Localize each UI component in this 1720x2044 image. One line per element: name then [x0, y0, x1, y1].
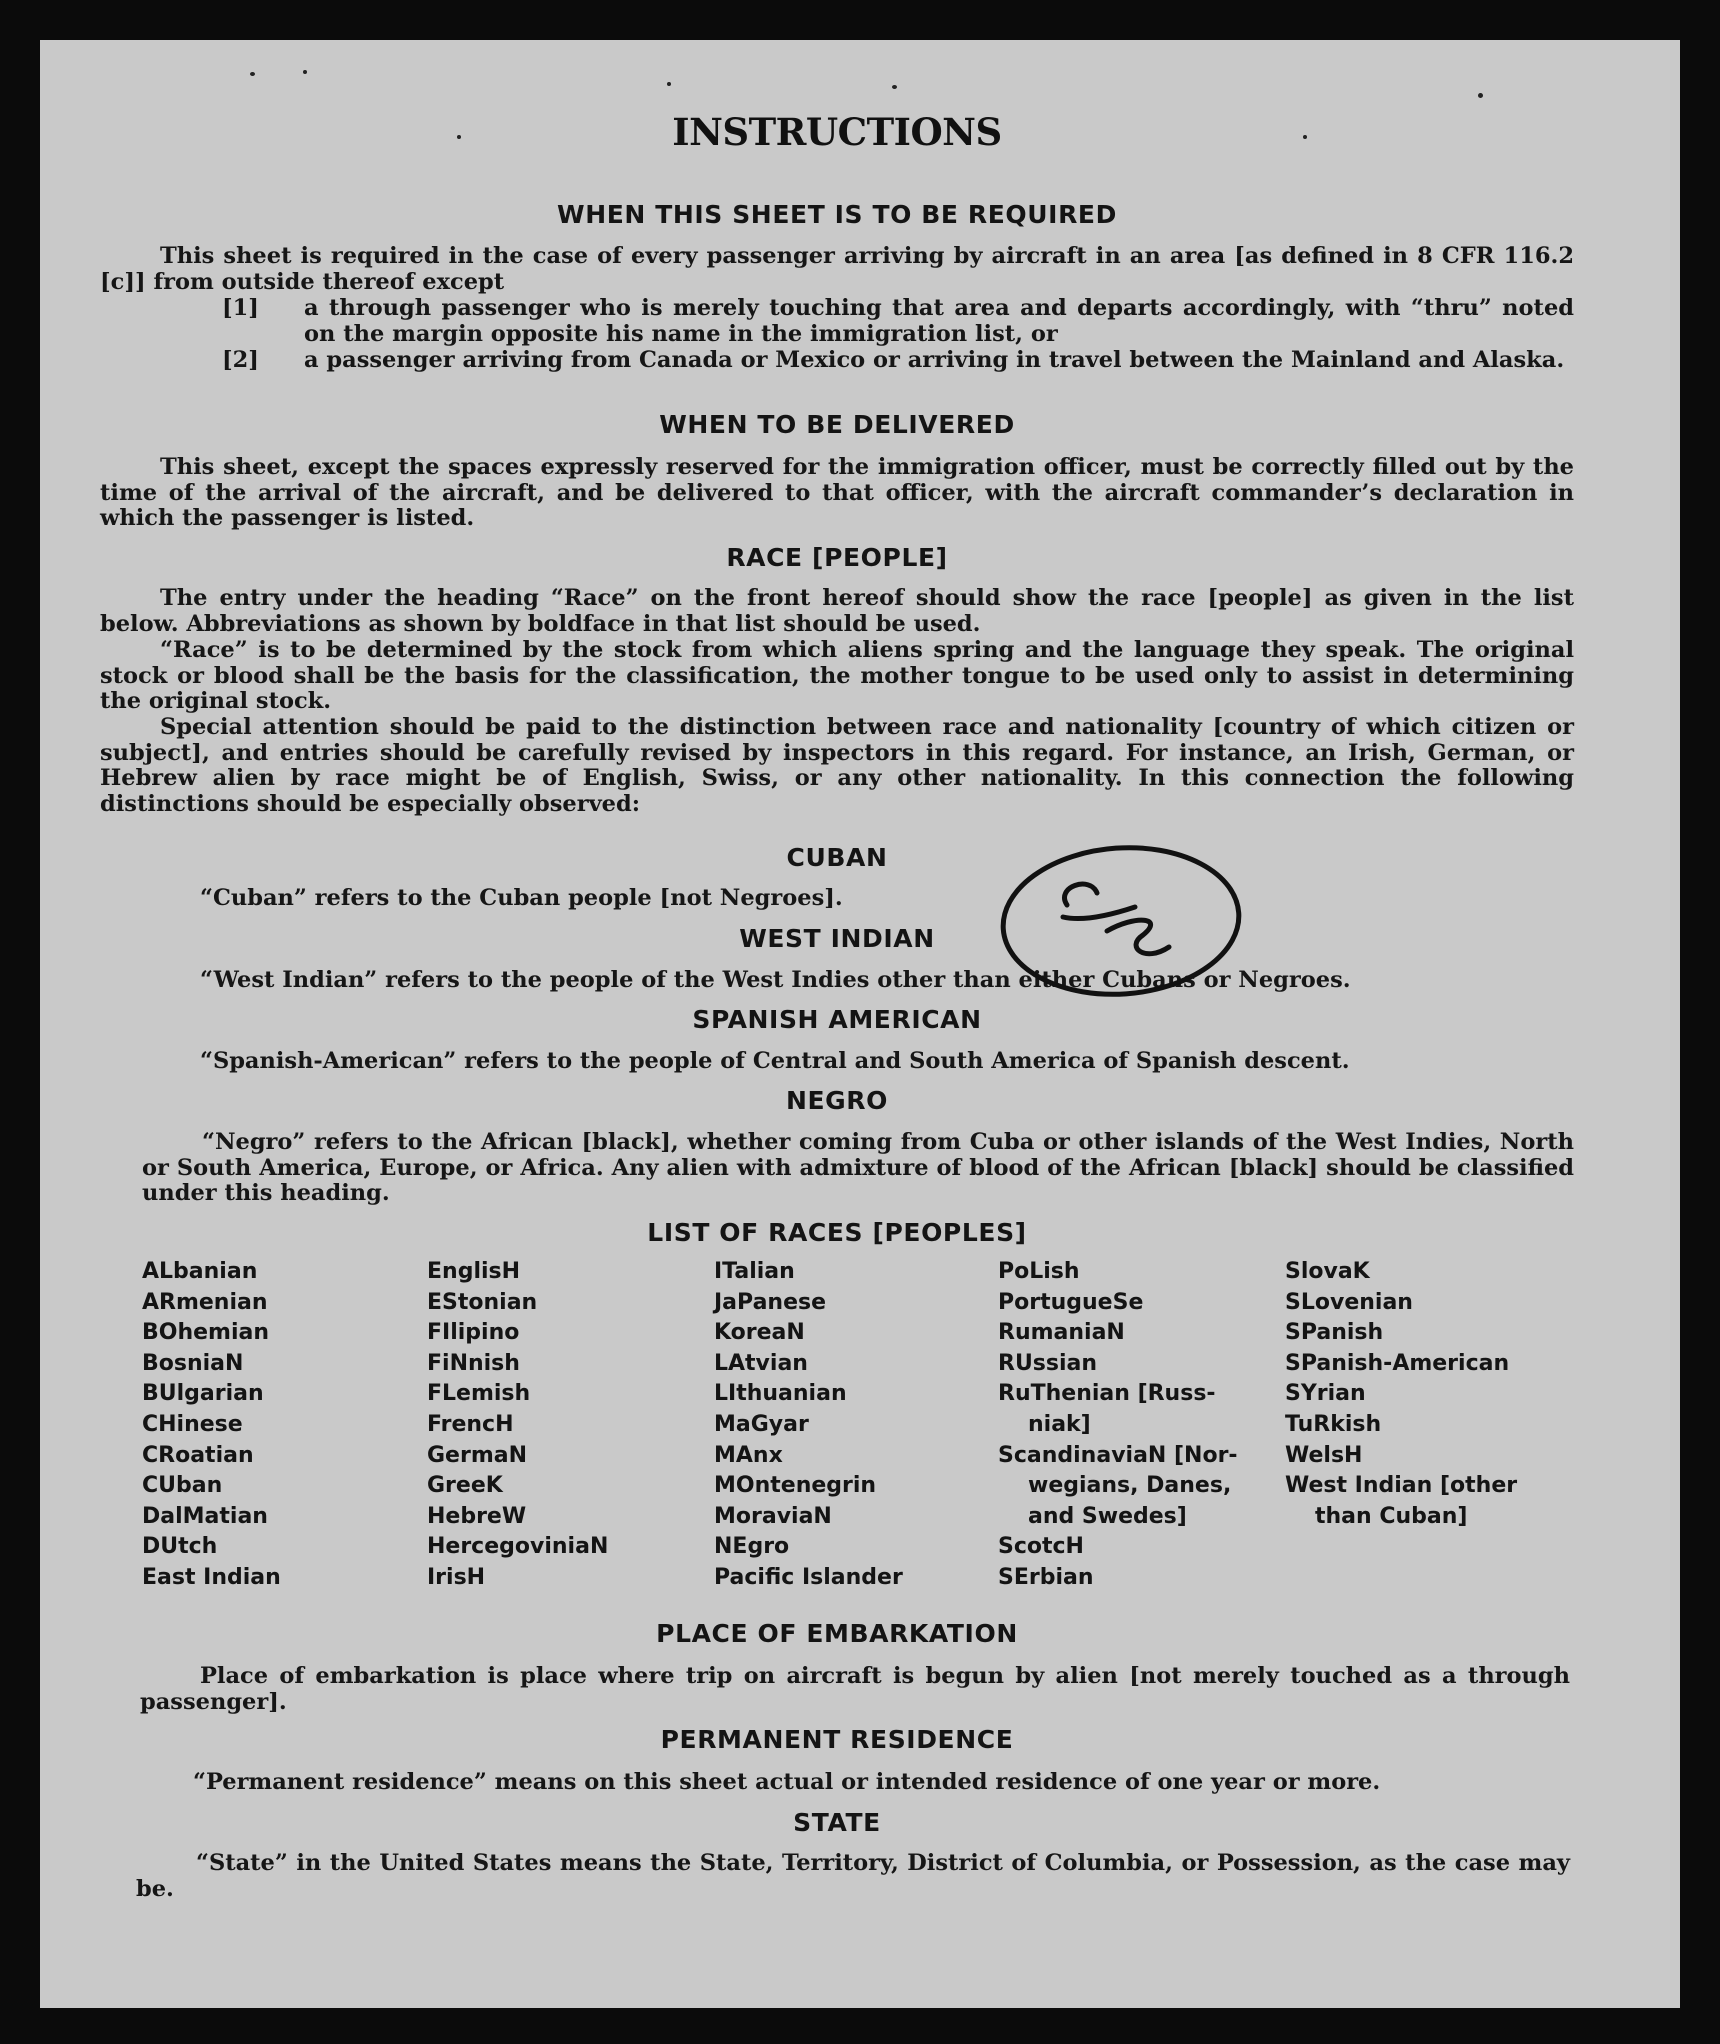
race-item: IrisH	[427, 1564, 486, 1590]
race-item: BOhemian	[142, 1320, 270, 1346]
race-item: DUtch	[142, 1534, 218, 1560]
race-item: BUlgarian	[142, 1381, 264, 1407]
race-item: SLovenian	[1285, 1289, 1413, 1315]
handwritten-circle-mark	[995, 835, 1265, 1010]
paragraph-when-required: This sheet is required in the case of every passenger arriving by aircraft in an area [as defined in 8 CFR 116.2 [c]] from outside thereof except	[100, 243, 1574, 295]
race-item: than Cuban]	[1315, 1503, 1468, 1529]
definition-spanish-american: “Spanish-American” refers to the people of Central and South America of Spanish descent.	[200, 1048, 1350, 1074]
heading-cuban: CUBAN	[786, 843, 888, 872]
scan-speck	[667, 82, 671, 86]
race-list-column-5	[1285, 1257, 1517, 1532]
scan-speck	[892, 85, 897, 89]
race-item: and Swedes]	[1028, 1503, 1187, 1529]
paragraph-permanent-residence: “Permanent residence” means on this sheet actual or intended residence of one year or more.	[193, 1769, 1381, 1795]
condition-text: a passenger arriving from Canada or Mexico or arriving in travel between the Mainland and Alaska.	[304, 347, 1565, 373]
race-item: FIlipino	[427, 1320, 520, 1346]
heading-west-indian: WEST INDIAN	[739, 924, 935, 953]
race-item: NEgro	[714, 1534, 790, 1560]
race-list-column-2	[427, 1257, 608, 1594]
scan-speck	[1478, 93, 1483, 98]
race-item: ScotcH	[998, 1534, 1084, 1560]
condition-text: a through passenger who is merely touching that area and departs accordingly, with “thru” noted on the margin opposite his name in the immigration list, or	[304, 295, 1574, 347]
race-item: PortugueSe	[998, 1289, 1144, 1315]
race-item: Pacific Islander	[714, 1564, 903, 1590]
race-list-column-3	[714, 1257, 903, 1594]
race-item: LAtvian	[714, 1350, 808, 1376]
heading-when-required: WHEN THIS SHEET IS TO BE REQUIRED	[557, 200, 1117, 229]
paragraph-race-3: Special attention should be paid to the distinction between race and nationality [country of which citizen or subject], and entries should be carefully revised by inspectors in this regard. For instance, an Irish, German, or Hebrew alien by race might be of English, Swiss, or any other nationality. In this connection the following distinctions should be especially observed:	[100, 714, 1574, 817]
race-item: PoLish	[998, 1259, 1080, 1284]
race-item: niak]	[1028, 1411, 1091, 1437]
race-item: CHinese	[142, 1411, 243, 1437]
race-item: wegians, Danes,	[1028, 1473, 1232, 1499]
race-item: ARmenian	[142, 1289, 268, 1315]
race-item: CRoatian	[142, 1442, 254, 1468]
race-item: ITalian	[714, 1259, 795, 1284]
race-item: BosniaN	[142, 1350, 244, 1376]
race-item: RuThenian [Russ-	[998, 1381, 1216, 1407]
race-item: HercegoviniaN	[427, 1534, 609, 1560]
race-item: MAnx	[714, 1442, 783, 1468]
race-item: SErbian	[998, 1564, 1094, 1590]
race-list-column-4	[998, 1257, 1238, 1594]
page-title: INSTRUCTIONS	[672, 110, 1002, 154]
race-item: SPanish	[1285, 1320, 1384, 1346]
race-item: GreeK	[427, 1473, 503, 1499]
condition-item-1	[222, 296, 1574, 347]
race-item: SYrian	[1285, 1381, 1366, 1407]
paragraph-embarkation: Place of embarkation is place where trip on aircraft is begun by alien [not merely touched as a through passenger].	[140, 1663, 1570, 1715]
definition-negro: “Negro” refers to the African [black], whether coming from Cuba or other islands of the West Indies, North or South America, Europe, or Africa. Any alien with admixture of blood of the African [black] should be classified under this heading.	[142, 1129, 1574, 1207]
race-item: MoraviaN	[714, 1503, 832, 1529]
paragraph-when-delivered: This sheet, except the spaces expressly reserved for the immigration officer, must be correctly filled out by the time of the arrival of the aircraft, and be delivered to that officer, with the aircraft commander’s declaration in which the passenger is listed.	[100, 454, 1574, 532]
scan-speck	[303, 70, 307, 74]
race-item: LIthuanian	[714, 1381, 847, 1407]
paragraph-race-2: “Race” is to be determined by the stock from which aliens spring and the language they speak. The original stock or blood shall be the basis for the classification, the mother tongue to be used only to assist in determining the original stock.	[100, 637, 1574, 715]
heading-spanish-american: SPANISH AMERICAN	[692, 1005, 982, 1034]
race-item: MaGyar	[714, 1411, 809, 1437]
race-item: EStonian	[427, 1289, 538, 1315]
race-item: West Indian [other	[1285, 1473, 1518, 1499]
heading-permanent-residence: PERMANENT RESIDENCE	[660, 1725, 1014, 1754]
race-list-column-1	[142, 1257, 281, 1594]
race-item: HebreW	[427, 1503, 527, 1529]
race-item: RUssian	[998, 1350, 1098, 1376]
race-item: KoreaN	[714, 1320, 805, 1346]
paragraph-race-1: The entry under the heading “Race” on the front hereof should show the race [people] as given in the list below. Abbreviations as shown by boldface in that list should be used.	[100, 585, 1574, 637]
heading-race: RACE [PEOPLE]	[726, 543, 948, 572]
definition-cuban: “Cuban” refers to the Cuban people [not Negroes].	[200, 885, 843, 911]
race-item: RumaniaN	[998, 1320, 1125, 1346]
race-item: EnglisH	[427, 1259, 521, 1284]
race-item: FLemish	[427, 1381, 531, 1407]
paragraph-state: “State” in the United States means the State, Territory, District of Columbia, or Possession, as the case may be.	[136, 1850, 1570, 1902]
heading-state: STATE	[793, 1808, 881, 1837]
race-item: JaPanese	[714, 1289, 827, 1315]
race-item: DalMatian	[142, 1503, 268, 1529]
race-item: MOntenegrin	[714, 1473, 877, 1499]
condition-number: [1]	[222, 295, 259, 321]
heading-embarkation: PLACE OF EMBARKATION	[656, 1619, 1018, 1648]
race-item: TuRkish	[1285, 1411, 1382, 1437]
race-item: SlovaK	[1285, 1259, 1370, 1284]
race-item: GermaN	[427, 1442, 528, 1468]
race-item: ALbanian	[142, 1259, 258, 1284]
race-item: FrencH	[427, 1411, 514, 1437]
heading-when-delivered: WHEN TO BE DELIVERED	[659, 410, 1015, 439]
condition-number: [2]	[222, 347, 259, 373]
race-item: ScandinaviaN [Nor-	[998, 1442, 1238, 1468]
definition-west-indian: “West Indian” refers to the people of the West Indies other than either Cubans or Negroes.	[200, 967, 1351, 993]
race-item: WelsH	[1285, 1442, 1363, 1468]
heading-list-of-races: LIST OF RACES [PEOPLES]	[647, 1218, 1027, 1247]
scan-speck	[250, 72, 255, 76]
race-item: FiNnish	[427, 1350, 520, 1376]
heading-negro: NEGRO	[785, 1086, 889, 1115]
race-item: CUban	[142, 1473, 223, 1499]
race-item: East Indian	[142, 1564, 281, 1590]
condition-item-2	[222, 348, 1574, 374]
race-item: SPanish-American	[1285, 1350, 1510, 1376]
